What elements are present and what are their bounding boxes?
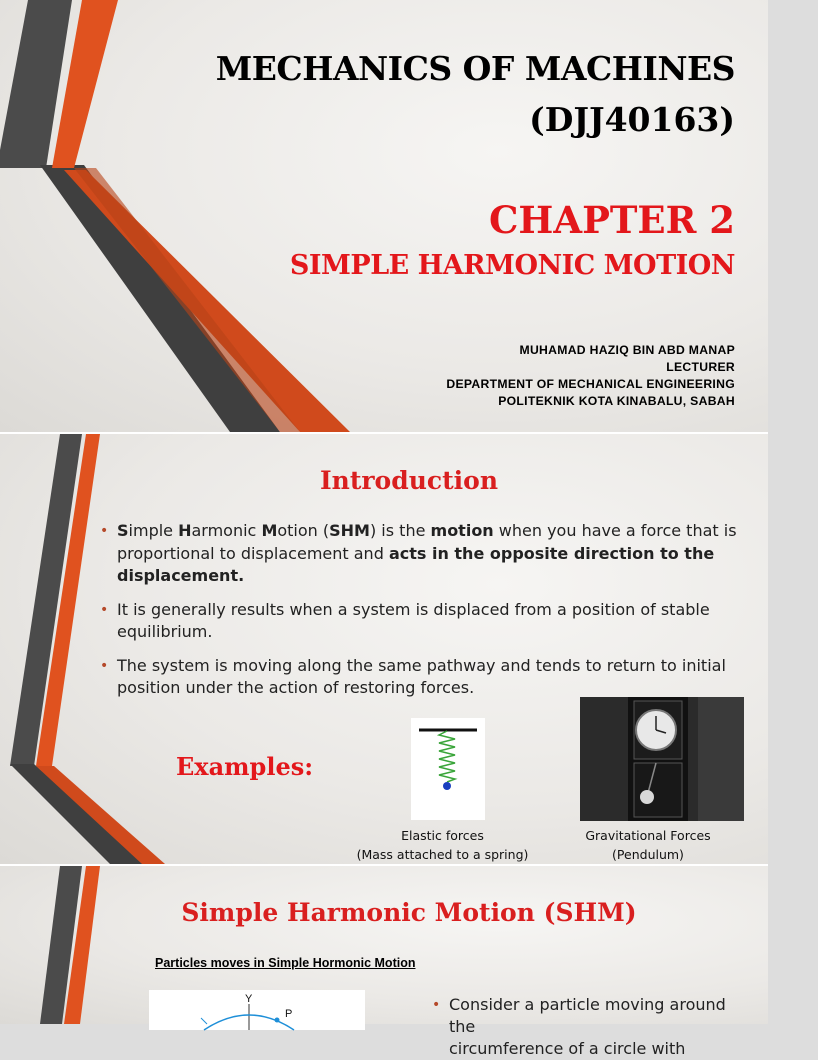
author-institution: POLITEKNIK KOTA KINABALU, SABAH: [498, 394, 735, 408]
bullet-list: [100, 520, 740, 711]
chapter-label: CHAPTER 2: [488, 198, 735, 242]
list-item: • Consider a particle moving around the circumference of a circle with: [432, 995, 726, 1058]
list-item: • Simple Harmonic Motion (SHM) is the motion when you have a force that is proportional to displacement and acts in the opposite direction to the displacement.: [100, 521, 737, 585]
course-code: (DJJ40163): [529, 100, 735, 139]
slide-heading: Simple Harmonic Motion (SHM): [181, 898, 637, 927]
author-department: DEPARTMENT OF MECHANICAL ENGINEERING: [446, 377, 735, 391]
slide-title: [0, 0, 768, 432]
author-name: MUHAMAD HAZIQ BIN ABD MANAP: [519, 343, 735, 357]
bullet-icon: •: [100, 657, 109, 674]
bullet-icon: •: [100, 523, 109, 539]
svg-text:Y: Y: [245, 993, 253, 1005]
slide-shm: [0, 866, 768, 1058]
author-role: LECTURER: [666, 360, 735, 374]
pendulum-clock-icon: [580, 697, 744, 821]
caption-elastic-forces: Elastic forces (Mass attached to a spring): [356, 828, 529, 862]
course-title: MECHANICS OF MACHINES: [215, 49, 735, 88]
caption-gravitational-forces: Gravitational Forces (Pendulum): [585, 828, 711, 862]
slide-subheading: Particles moves in Simple Hormonic Motion: [155, 956, 416, 970]
svg-text:P: P: [285, 1008, 293, 1020]
list-item: • It is generally results when a system is displaced from a position of stable equilibrium.: [100, 599, 710, 641]
bullet-icon: •: [100, 601, 109, 618]
circle-diagram-icon: [149, 990, 365, 1030]
spring-icon: [411, 718, 485, 820]
bullet-list: [432, 994, 752, 1060]
circle-motion-diagram: [149, 990, 365, 1030]
chapter-title: SIMPLE HARMONIC MOTION: [289, 250, 735, 281]
list-item: • The system is moving along the same pathway and tends to return to initial position under the action of restoring forces.: [100, 655, 726, 697]
spring-mass-image: [411, 718, 485, 820]
bullet-icon: •: [432, 997, 441, 1013]
slide-introduction: [0, 434, 768, 864]
pendulum-clock-image: [580, 697, 744, 821]
slide-heading: Introduction: [319, 466, 499, 495]
examples-label: Examples:: [176, 752, 314, 781]
